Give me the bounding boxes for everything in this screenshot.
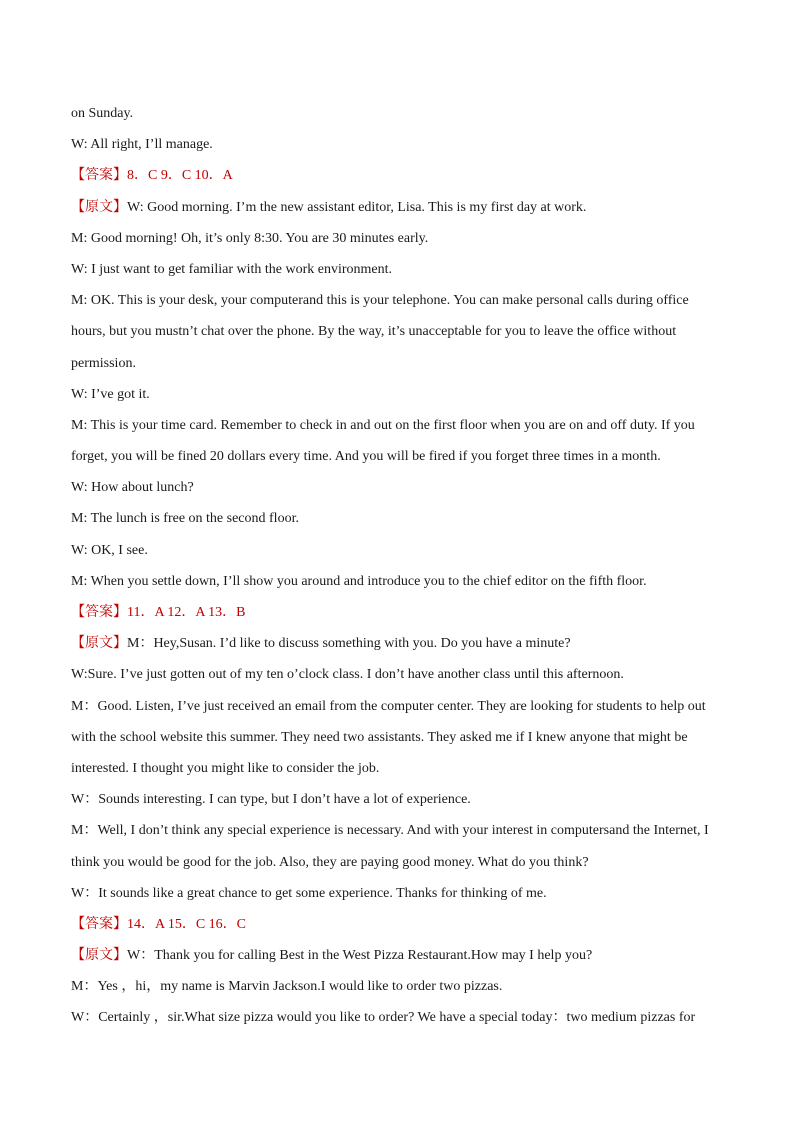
text-line [71, 847, 731, 878]
transcript-start-line [71, 940, 731, 971]
line-text: W：It sounds like a great chance to get some experience. Thanks for thinking of me. [71, 885, 547, 901]
text-line [71, 441, 731, 472]
line-text: W: I just want to get familiar with the work environment. [71, 261, 393, 277]
text-line [71, 1002, 731, 1033]
line-text: W:Sure. I’ve just gotten out of my ten o’clock class. I don’t have another class until this afternoon. [71, 667, 624, 683]
line-text: W: All right, I’ll manage. [71, 137, 213, 153]
line-text: M: The lunch is free on the second floor. [71, 511, 299, 527]
line-text: W: OK, I see. [71, 542, 148, 558]
transcript-label: 【原文】 [71, 636, 127, 652]
line-text: M：Good. Listen, I’ve just received an email from the computer center. They are looking for students to help out [71, 698, 706, 714]
text-line [71, 815, 731, 846]
text-line [71, 472, 731, 503]
line-text: W：Certainly ，sir.What size pizza would you like to order? We have a special today：two medium pizzas for [71, 1010, 696, 1026]
answer-label: 【答案】 [71, 168, 127, 184]
text-line [71, 691, 731, 722]
answer-values: 11．A 12．A 13．B [127, 605, 246, 620]
answer-values: 14．A 15．C 16．C [127, 916, 247, 932]
line-text: W：Thank you for calling Best in the West Pizza Restaurant.How may I help you? [127, 948, 593, 964]
text-line [71, 223, 731, 254]
line-text: interested. I thought you might like to consider the job. [71, 760, 380, 776]
text-line [71, 535, 731, 566]
answer-line [71, 597, 731, 628]
line-text: on Sunday. [71, 106, 134, 121]
text-line [71, 784, 731, 815]
text-line [71, 410, 731, 441]
answer-line [71, 909, 731, 940]
line-text: M：Yes ，hi，my name is Marvin Jackson.I would like to order two pizzas. [71, 979, 503, 995]
transcript-body [71, 98, 731, 1034]
line-text: permission. [71, 355, 136, 371]
text-line [71, 348, 731, 379]
line-text: hours, but you mustn’t chat over the phone. By the way, it’s unacceptable for you to leave the office without [71, 324, 677, 340]
line-text: think you would be good for the job. Also, they are paying good money. What do you think? [71, 854, 589, 870]
text-line [71, 659, 731, 690]
line-text: W: I’ve got it. [71, 386, 150, 402]
text-line [71, 379, 731, 410]
transcript-start-line [71, 192, 731, 223]
line-text: with the school website this summer. They need two assistants. They asked me if I knew anyone that might be [71, 729, 688, 745]
line-text: W: Good morning. I’m the new assistant editor, Lisa. This is my first day at work. [127, 199, 587, 215]
line-text: M：Hey,Susan. I’d like to discuss something with you. Do you have a minute? [127, 636, 571, 652]
text-line [71, 254, 731, 285]
text-line [71, 129, 731, 160]
transcript-label: 【原文】 [71, 199, 127, 215]
answer-label: 【答案】 [71, 605, 127, 620]
text-line [71, 971, 731, 1002]
line-text: M: OK. This is your desk, your computerand this is your telephone. You can make personal calls during office [71, 293, 689, 309]
answer-label: 【答案】 [71, 916, 127, 932]
line-text: M：Well, I don’t think any special experience is necessary. And with your interest in computersand the Internet, I [71, 823, 709, 839]
text-line [71, 566, 731, 597]
line-text: M: When you settle down, I’ll show you around and introduce you to the chief editor on the fifth floor. [71, 573, 647, 589]
text-line [71, 503, 731, 534]
line-text: M: This is your time card. Remember to check in and out on the first floor when you are on and off duty. If you [71, 417, 695, 433]
text-line [71, 753, 731, 784]
line-text: forget, you will be fined 20 dollars every time. And you will be fired if you forget three times in a month. [71, 449, 661, 465]
answer-line [71, 160, 731, 191]
line-text: M: Good morning! Oh, it’s only 8:30. You are 30 minutes early. [71, 230, 429, 246]
line-text: W：Sounds interesting. I can type, but I don’t have a lot of experience. [71, 792, 471, 808]
text-line [71, 98, 731, 129]
text-line [71, 878, 731, 909]
line-text: W: How about lunch? [71, 480, 194, 496]
text-line [71, 285, 731, 316]
text-line [71, 722, 731, 753]
answer-values: 8．C 9．C 10．A [127, 168, 233, 184]
transcript-start-line [71, 628, 731, 659]
text-line [71, 316, 731, 347]
transcript-label: 【原文】 [71, 948, 127, 964]
